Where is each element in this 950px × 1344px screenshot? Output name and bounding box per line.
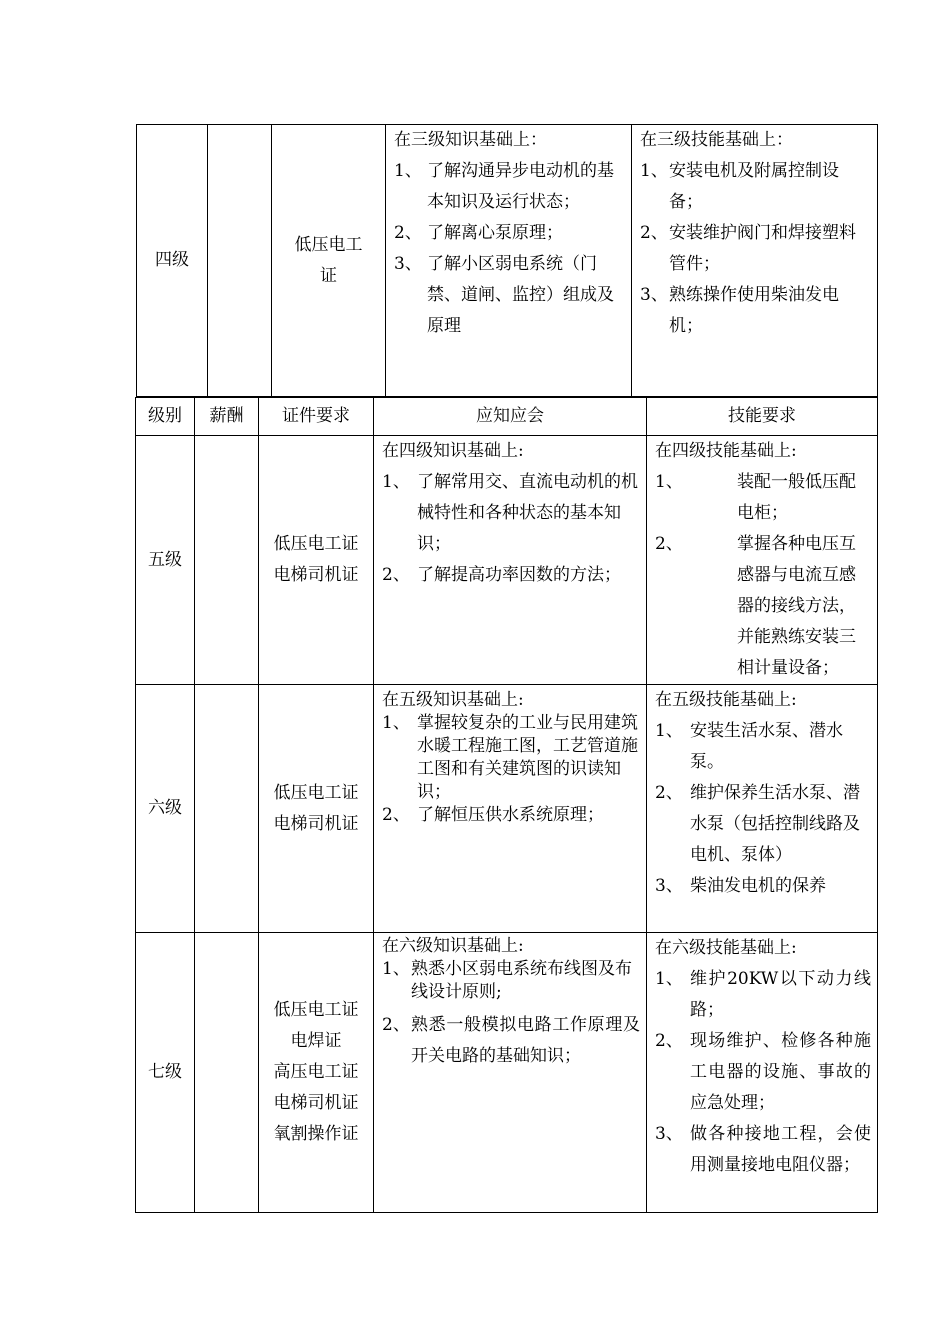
- level-cell: 四级: [137, 125, 208, 397]
- item-text: 现场维护、检修各种施工电器的设施、事故的应急处理；: [690, 1031, 871, 1113]
- item-text: 安装电机及附属控制设备；: [669, 161, 839, 212]
- cert-item: 电梯司机证: [273, 813, 359, 834]
- header-skills: 技能要求: [647, 398, 878, 436]
- item-text: 了解恒压供水系统原理；: [417, 805, 604, 825]
- item-text: 熟练操作使用柴油发电机；: [669, 285, 839, 336]
- salary-cell: [208, 125, 272, 397]
- item-number: 2、: [382, 565, 410, 585]
- list-item: [394, 249, 625, 342]
- list-item: [655, 778, 871, 871]
- item-text: 柴油发电机的保养: [690, 876, 826, 896]
- skill-intro: 在三级技能基础上：: [640, 130, 793, 150]
- item-number: 2、: [655, 534, 683, 554]
- table-row: [136, 685, 878, 933]
- cert-item: 电梯司机证: [273, 565, 359, 585]
- skills-cell: [632, 125, 878, 397]
- item-text: 掌握各种电压互感器与电流互感器的接线方法，并能熟练安装三相计量设备；: [737, 534, 856, 678]
- level-4-table: [136, 124, 878, 397]
- list-item: [382, 958, 640, 1004]
- item-number: 1、: [382, 713, 410, 733]
- list-item: [640, 280, 871, 342]
- skill-intro: 在五级技能基础上:: [655, 690, 797, 710]
- table-row: [136, 933, 878, 1213]
- item-number: 3、: [655, 876, 683, 896]
- item-number: 3、: [640, 285, 668, 305]
- cert-item: 低压电工证: [273, 1000, 359, 1020]
- table-row: [136, 436, 878, 685]
- cert-item: 证: [320, 265, 337, 286]
- level-cell: 五级: [136, 436, 195, 685]
- item-text: 了解沟通异步电动机的基本知识及运行状态；: [427, 161, 614, 212]
- item-number: 2、: [382, 1015, 410, 1035]
- salary-cell: [195, 933, 259, 1213]
- certs-cell: [259, 685, 374, 933]
- item-number: 2、: [394, 223, 422, 243]
- list-item: [655, 1026, 871, 1119]
- table-row: [137, 125, 878, 397]
- item-text: 维护保养生活水泵、潜水泵（包括控制线路及电机、泵体）: [690, 783, 860, 865]
- item-text: 安装生活水泵、潜水泵。: [690, 721, 843, 772]
- item-number: 3、: [394, 254, 422, 274]
- list-item: [382, 804, 640, 827]
- list-item: [655, 1119, 871, 1181]
- skill-intro: 在六级技能基础上:: [655, 938, 797, 958]
- level-cell: 七级: [136, 933, 195, 1213]
- item-text: 了解常用交、直流电动机的机械特性和各种状态的基本知识；: [417, 472, 638, 554]
- cert-item: 电焊证: [290, 1031, 342, 1051]
- knowledge-cell: [374, 933, 647, 1213]
- list-item: [394, 156, 625, 218]
- level-cell: 六级: [136, 685, 195, 933]
- item-number: 1、: [655, 472, 683, 492]
- skills-cell: [647, 685, 878, 933]
- cert-item: 电梯司机证: [273, 1093, 359, 1113]
- cert-item: 低压电工: [294, 234, 363, 255]
- list-item: [640, 156, 871, 218]
- skills-cell: [647, 436, 878, 685]
- cert-item: 低压电工证: [273, 782, 359, 803]
- cert-item: 高压电工证: [273, 1062, 359, 1082]
- header-knowledge: 应知应会: [374, 398, 647, 436]
- header-certs: 证件要求: [259, 398, 374, 436]
- knowledge-intro: 在五级知识基础上:: [382, 690, 524, 710]
- salary-cell: [195, 685, 259, 933]
- item-number: 2、: [655, 783, 683, 803]
- list-item: [640, 218, 871, 280]
- list-item: [655, 467, 871, 529]
- list-item: [655, 964, 871, 1026]
- item-number: 1、: [382, 472, 410, 492]
- knowledge-cell: [374, 685, 647, 933]
- knowledge-cell: [386, 125, 632, 397]
- item-text: 熟悉一般模拟电路工作原理及开关电路的基础知识；: [411, 1015, 640, 1066]
- item-text: 了解离心泵原理；: [427, 223, 563, 243]
- item-text: 了解提高功率因数的方法；: [417, 565, 621, 585]
- item-text: 维护20KW以下动力线路；: [690, 969, 871, 1020]
- skill-intro: 在四级技能基础上:: [655, 441, 797, 461]
- item-number: 1、: [382, 959, 410, 979]
- item-number: 2、: [655, 1031, 683, 1051]
- certs-cell: [259, 436, 374, 685]
- list-item: [382, 560, 640, 591]
- item-number: 2、: [382, 805, 410, 825]
- item-number: 1、: [394, 161, 422, 181]
- item-number: 1、: [655, 721, 683, 741]
- table-header-row: [136, 398, 878, 436]
- item-number: 1、: [655, 969, 683, 989]
- item-text: 安装维护阀门和焊接塑料管件；: [669, 223, 856, 274]
- knowledge-intro: 在三级知识基础上：: [394, 130, 547, 150]
- certs-cell: [272, 125, 386, 397]
- item-text: 了解小区弱电系统（门禁、道闸、监控）组成及原理: [427, 254, 614, 336]
- item-number: 3、: [655, 1124, 683, 1144]
- salary-cell: [195, 436, 259, 685]
- item-text: 装配一般低压配电柜；: [737, 472, 856, 523]
- cert-item: 低压电工证: [273, 534, 359, 554]
- certs-cell: [259, 933, 374, 1213]
- item-text: 做各种接地工程，会使用测量接地电阻仪器；: [690, 1124, 871, 1175]
- item-text: 掌握较复杂的工业与民用建筑水暖工程施工图，工艺管道施工图和有关建筑图的识读知识；: [417, 713, 638, 802]
- header-level: 级别: [136, 398, 195, 436]
- list-item: [655, 871, 871, 902]
- list-item: [382, 467, 640, 560]
- item-number: 2、: [640, 223, 668, 243]
- knowledge-intro: 在六级知识基础上:: [382, 936, 524, 956]
- list-item: [394, 218, 625, 249]
- header-salary: 薪酬: [195, 398, 259, 436]
- list-item: [655, 529, 871, 684]
- skill-level-table: [135, 397, 878, 1213]
- knowledge-intro: 在四级知识基础上:: [382, 441, 524, 461]
- skills-cell: [647, 933, 878, 1213]
- list-item: [655, 716, 871, 778]
- list-item: [382, 1010, 640, 1072]
- item-text: 熟悉小区弱电系统布线图及布线设计原则;: [411, 959, 632, 1002]
- knowledge-cell: [374, 436, 647, 685]
- list-item: [382, 712, 640, 804]
- cert-item: 氧割操作证: [273, 1124, 359, 1144]
- item-number: 1、: [640, 161, 668, 181]
